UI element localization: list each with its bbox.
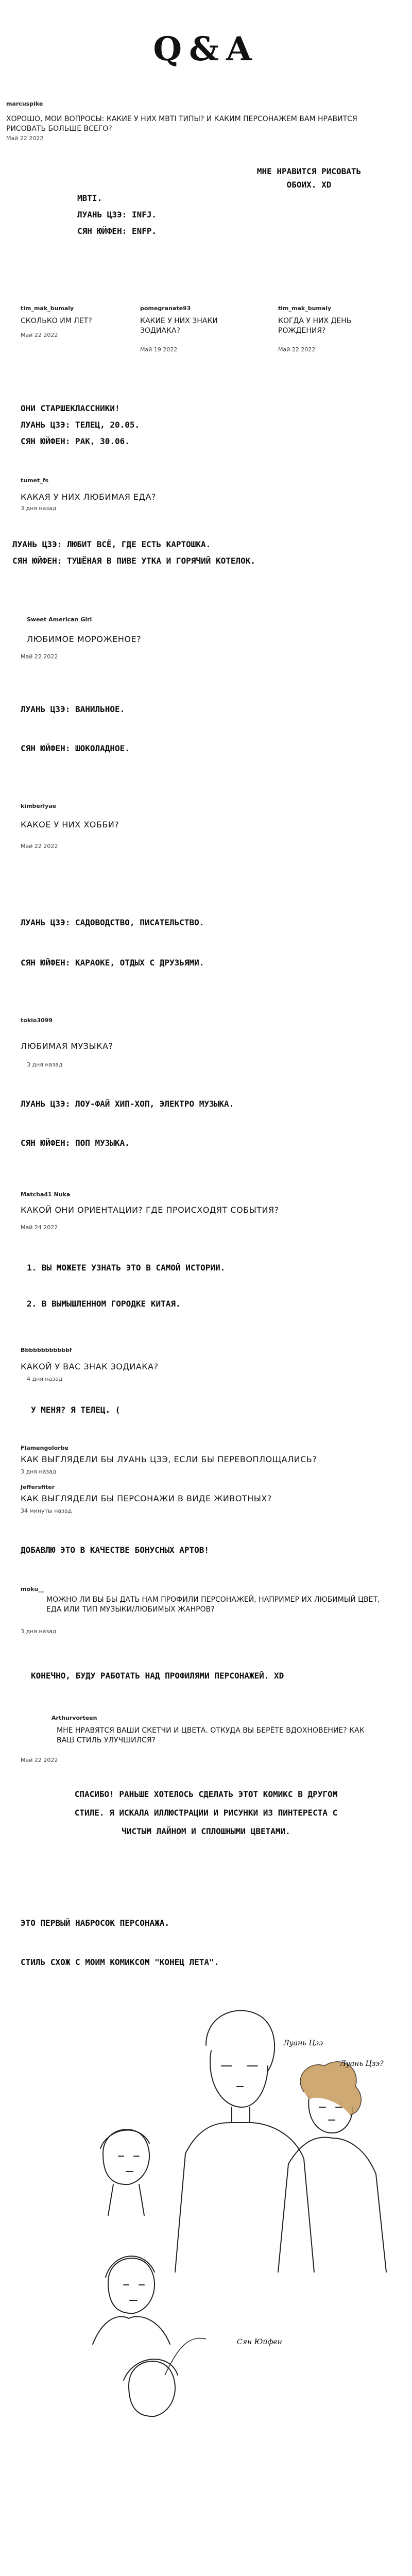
comment-text: КАК ВЫГЛЯДЕЛИ БЫ ЛУАНЬ ЦЗЭ, ЕСЛИ БЫ ПЕРЕВОПЛОЩАЛИСЬ? [21,1454,317,1464]
comment-text: КАКОЕ У НИХ ХОББИ? [21,820,119,829]
luan-shoulders [185,2123,314,2272]
luan-face-outline [210,2050,268,2107]
answer-mbti-luan: ЛУАНЬ ЦЗЭ: INFJ. [77,210,157,219]
comment-date: 4 дня назад [27,1376,63,1382]
comment-date: 3 дня назад [21,505,57,512]
sketch-note-2: СТИЛЬ СХОЖ С МОИМ КОМИКСОМ "КОНЕЦ ЛЕТА". [21,1957,219,1967]
answer-music-luan: ЛУАНЬ ЦЗЭ: ЛОУ-ФАЙ ХИП-ХОП, ЭЛЕКТРО МУЗЫКА. [21,1099,234,1109]
comment-author: tumet_fs [21,477,49,484]
sketch-label-xiang: Сян Юйфен [237,2338,282,2346]
comment-text: СКОЛЬКО ИМ ЛЕТ? [21,317,92,325]
comment-date: 34 минуты назад [21,1507,72,1514]
answer-mbti-title: MBTI. [77,193,102,203]
comment-date: Май 24 2022 [21,1224,58,1231]
comment-text: КАКОЙ ОНИ ОРИЕНТАЦИИ? ГДЕ ПРОИСХОДЯТ СОБЫТИЯ? [21,1205,279,1215]
sketch-arrow [165,2338,206,2375]
comment-text: МОЖНО ЛИ ВЫ БЫ ДАТЬ НАМ ПРОФИЛИ ПЕРСОНАЖЕЙ, НАПРИМЕР ИХ ЛЮБИМЫЙ ЦВЕТ, ЕДА ИЛИ ТИП МУЗЫКИ/ЛЮБИМЫХ ЖАНРОВ? [46,1596,380,1614]
comment-author: Arthurvorteen [52,1715,97,1721]
comment-text: КОГДА У НИХ ДЕНЬ РОЖДЕНИЯ? [278,317,352,335]
comment-date: 3 дня назад [21,1628,57,1635]
comment-author: marcuspike [6,100,43,107]
answer-icecream-luan: ЛУАНЬ ЦЗЭ: ВАНИЛЬНОЕ. [21,704,125,714]
comment-text: МНЕ НРАВЯТСЯ ВАШИ СКЕТЧИ И ЦВЕТА. ОТКУДА ВЫ БЕРЁТЕ ВДОХНОВЕНИЕ? КАК ВАШ СТИЛЬ УЛУЧШИЛСЯ? [57,1726,365,1744]
comment-date: 3 дня назад [21,1468,57,1475]
chibi-head-1 [103,2129,149,2184]
comment-author: kimberlyae [21,803,57,809]
comment-date: Май 19 2022 [140,346,178,353]
chibi-head-3 [129,2361,175,2416]
comment-date: Май 22 2022 [21,843,58,850]
answer-orientation-2: 2. В ВЫМЫШЛЕННОМ ГОРОДКЕ КИТАЯ. [27,1299,181,1309]
answer-author-zodiac: У МЕНЯ? Я ТЕЛЕЦ. ( [31,1405,121,1415]
comment-text: КАКИЕ У НИХ ЗНАКИ ЗОДИАКА? [140,317,218,335]
page-title: Q&A [153,30,259,69]
comment-date: Май 22 2022 [21,332,58,338]
comment-author: Flamengolorbe [21,1445,68,1451]
answer-food-xiang: СЯН ЮЙФЕН: ТУШЁНАЯ В ПИВЕ УТКА И ГОРЯЧИЙ КОТЕЛОК. [12,556,256,566]
comment-author: pomegranate93 [140,305,191,312]
comment-date: Май 22 2022 [6,135,44,142]
comment-text: ЛЮБИМАЯ МУЗЫКА? [21,1041,113,1051]
answer-mbti-xiang: СЯН ЮЙФЕН: ENFP. [77,226,157,236]
comment-date: Май 22 2022 [278,346,316,353]
answer-inspiration-1: СПАСИБО! РАНЬШЕ ХОТЕЛОСЬ СДЕЛАТЬ ЭТОТ КОМИКС В ДРУГОМ [74,1789,338,1799]
character-sketch [52,1984,412,2576]
comment-author: tim_mak_bumaly [278,305,332,312]
comment-date: 3 дня назад [27,1061,63,1068]
comment-author: tim_mak_bumaly [21,305,74,312]
answer-profiles: КОНЕЧНО, БУДУ РАБОТАТЬ НАД ПРОФИЛЯМИ ПЕРСОНАЖЕЙ. XD [31,1671,284,1681]
answer-orientation-1: 1. ВЫ МОЖЕТЕ УЗНАТЬ ЭТО В САМОЙ ИСТОРИИ. [27,1263,226,1273]
answer-age: ОНИ СТАРШЕКЛАССНИКИ! [21,403,120,413]
comment-author: moku__ [21,1586,44,1592]
comment-date: Май 22 2022 [21,653,58,660]
chibi-head-2 [108,2258,154,2313]
answer-fav-draw: МНЕ НРАВИТСЯ РИСОВАТЬ ОБОИХ. XD [256,166,362,190]
comment-author: Sweet American Girl [27,616,92,623]
comment-text: ЛЮБИМОЕ МОРОЖЕНОЕ? [27,634,142,644]
comment-author: Jeffersfiter [21,1484,55,1490]
answer-inspiration-3: ЧИСТЫМ ЛАЙНОМ И СПЛОШНЫМИ ЦВЕТАМИ. [122,1826,290,1836]
answer-music-xiang: СЯН ЮЙФЕН: ПОП МУЗЫКА. [21,1138,130,1148]
sketch-label-luan: Луань Цзэ [283,2039,323,2047]
comment-text: КАК ВЫГЛЯДЕЛИ БЫ ПЕРСОНАЖИ В ВИДЕ ЖИВОТНЫХ? [21,1494,272,1503]
answer-bonus: ДОБАВЛЮ ЭТО В КАЧЕСТВЕ БОНУСНЫХ АРТОВ! [21,1545,210,1555]
answer-icecream-xiang: СЯН ЮЙФЕН: ШОКОЛАДНОЕ. [21,743,130,753]
answer-hobby-luan: ЛУАНЬ ЦЗЭ: САДОВОДСТВО, ПИСАТЕЛЬСТВО. [21,918,204,927]
comment-text: КАКОЙ У ВАС ЗНАК ЗОДИАКА? [21,1362,159,1371]
comment-author: Bbbbbbbbbbbbf [21,1347,72,1353]
comment-date: Май 22 2022 [21,1757,58,1764]
answer-inspiration-2: СТИЛЕ. Я ИСКАЛА ИЛЛЮСТРАЦИИ И РИСУНКИ ИЗ ПИНТЕРЕСТА С [74,1808,338,1818]
comment-text: ХОРОШО, МОИ ВОПРОСЫ: КАКИЕ У НИХ МВТI ТИПЫ? И КАКИМ ПЕРСОНАЖЕМ ВАМ НРАВИТСЯ РИСОВАТЬ БОЛЬШЕ ВСЕГО? [6,115,357,133]
comment-text: КАКАЯ У НИХ ЛЮБИМАЯ ЕДА? [21,492,156,502]
answer-food-luan: ЛУАНЬ ЦЗЭ: ЛЮБИТ ВСЁ, ГДЕ ЕСТЬ КАРТОШКА. [12,539,211,549]
sketch-note-1: ЭТО ПЕРВЫЙ НАБРОСОК ПЕРСОНАЖА. [21,1918,169,1928]
answer-zodiac-luan: ЛУАНЬ ЦЗЭ: ТЕЛЕЦ, 20.05. [21,420,140,430]
comment-author: Matcha41 Nuka [21,1191,71,1198]
answer-zodiac-xiang: СЯН ЮЙФЕН: РАК, 30.06. [21,436,130,446]
answer-hobby-xiang: СЯН ЮЙФЕН: КАРАОКЕ, ОТДЫХ С ДРУЗЬЯМИ. [21,958,204,968]
sketch-label-luan2: Луань Цзэ? [340,2060,384,2068]
luan-hair-outline [206,2011,274,2072]
comment-author: tokio3099 [21,1017,53,1024]
